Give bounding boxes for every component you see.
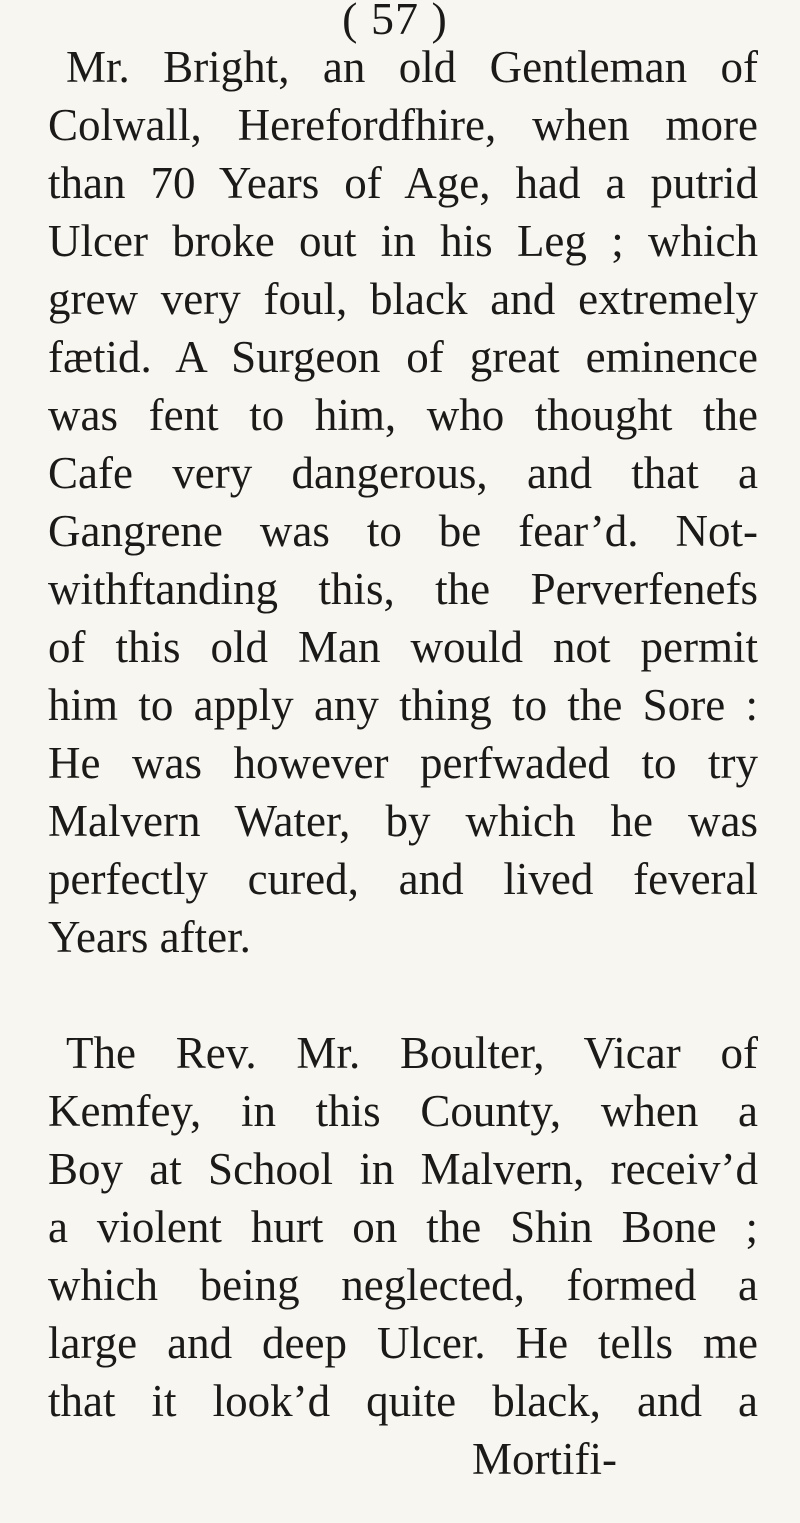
paragraph-1-line-1: Mr. Bright, an old Gentleman of	[66, 42, 758, 92]
paragraph-1-line-13: He was however perfwaded to try	[48, 738, 758, 788]
paragraph-1-line-2: Colwall, Herefordfhire, when more	[48, 100, 758, 150]
paragraph-2-line-3: Boy at School in Malvern, receiv’d	[48, 1144, 758, 1194]
catchword: Mortifi-	[472, 1434, 617, 1484]
paragraph-2-line-4: a violent hurt on the Shin Bone ;	[48, 1202, 758, 1252]
paragraph-1-line-12: him to apply any thing to the Sore :	[48, 680, 758, 730]
paragraph-2-line-7: that it look’d quite black, and a	[48, 1376, 758, 1426]
paragraph-1-line-7: was fent to him, who thought the	[48, 390, 758, 440]
paragraph-1-line-9: Gangrene was to be fear’d. Not-	[48, 506, 758, 556]
paragraph-1-line-3: than 70 Years of Age, had a putrid	[48, 158, 758, 208]
paragraph-1-line-4: Ulcer broke out in his Leg ; which	[48, 216, 758, 266]
paragraph-1-line-16: Years after.	[48, 912, 251, 962]
paragraph-2-line-5: which being neglected, formed a	[48, 1260, 758, 1310]
paragraph-1-line-15: perfectly cured, and lived feveral	[48, 854, 758, 904]
paragraph-1-line-6: fætid. A Surgeon of great eminence	[48, 332, 758, 382]
paragraph-1-line-11: of this old Man would not permit	[48, 622, 758, 672]
paragraph-1-line-8: Cafe very dangerous, and that a	[48, 448, 758, 498]
paragraph-1-line-5: grew very foul, black and extremely	[48, 274, 758, 324]
page-number: ( 57 )	[342, 0, 448, 44]
paragraph-1-line-14: Malvern Water, by which he was	[48, 796, 758, 846]
paragraph-2-line-6: large and deep Ulcer. He tells me	[48, 1318, 758, 1368]
paragraph-2-line-2: Kemfey, in this County, when a	[48, 1086, 758, 1136]
paragraph-2-line-1: The Rev. Mr. Boulter, Vicar of	[66, 1028, 758, 1078]
paragraph-1-line-10: withftanding this, the Perverfenefs	[48, 564, 758, 614]
